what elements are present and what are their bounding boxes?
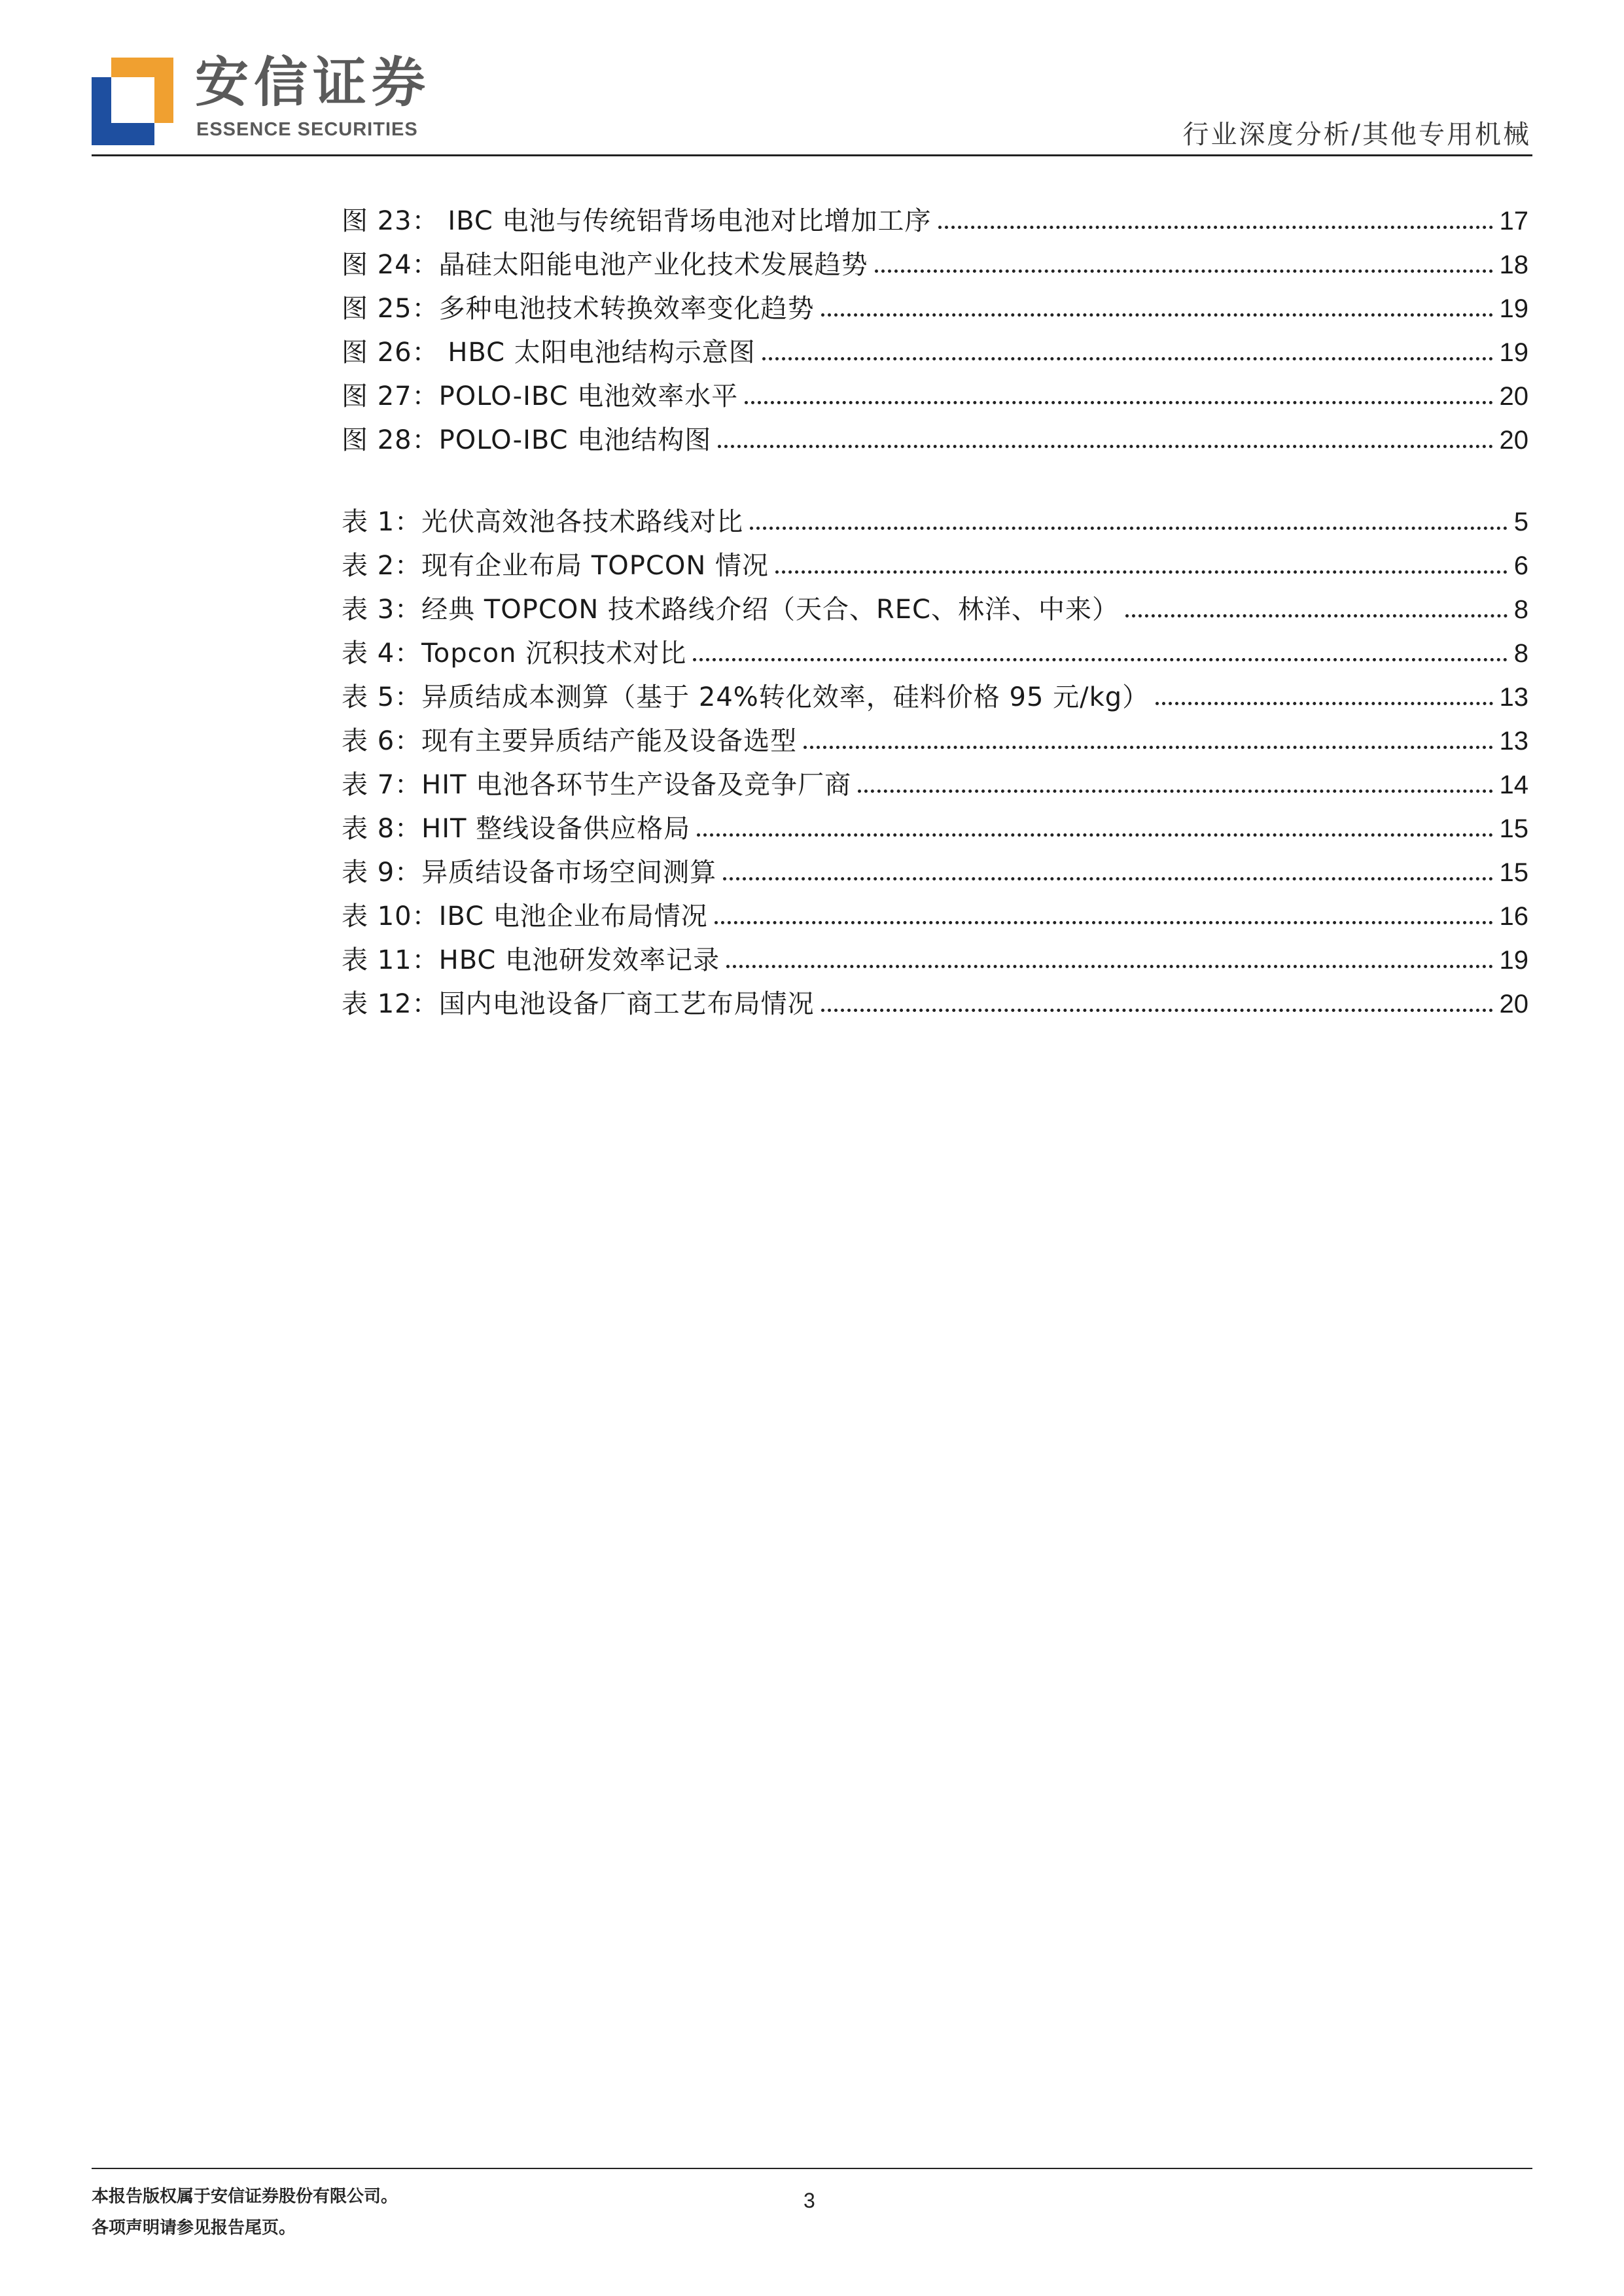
toc-entry-page: 19 [1499,946,1528,975]
toc-entry-label: 图 28：POLO-IBC 电池结构图 [342,425,712,455]
toc-entry[interactable] [342,419,1528,456]
toc-entry[interactable] [342,676,1528,713]
dot-leader [693,658,1508,661]
disclaimer-line: 各项声明请参见报告尾页。 [92,2218,296,2238]
toc-entry[interactable] [342,633,1528,669]
toc-entry-page: 20 [1499,426,1528,455]
dot-leader [762,357,1493,360]
dot-leader [821,1009,1493,1012]
brand-name-en: ESSENCE SECURITIES [196,119,418,140]
toc-entry-label: 表 5：异质结成本测算（基于 24%转化效率，硅料价格 95 元/kg） [342,682,1150,712]
dot-leader [1125,614,1508,617]
toc-entry-label: 表 7：HIT 电池各环节生产设备及竞争厂商 [342,770,852,800]
toc-entry[interactable] [342,808,1528,844]
toc-entry-page: 14 [1499,771,1528,799]
toc-entry-page: 8 [1513,639,1528,668]
toc-entry-page: 19 [1499,338,1528,367]
toc-entry-label: 表 3：经典 TOPCON 技术路线介绍（天合、REC、林洋、中来） [342,595,1119,625]
header-divider [92,154,1532,156]
report-category: 行业深度分析/其他专用机械 [1182,120,1531,150]
dot-leader [745,401,1492,404]
dot-leader [875,270,1493,273]
copyright-line: 本报告版权属于安信证券股份有限公司。 [92,2187,398,2206]
toc-entry-label: 图 23： IBC 电池与传统铝背场电池对比增加工序 [342,206,932,236]
toc-entry[interactable] [342,545,1528,582]
toc-entry-label: 图 25：多种电池技术转换效率变化趋势 [342,294,815,324]
toc-entry-page: 20 [1499,382,1528,411]
toc-entry-page: 16 [1499,902,1528,931]
toc-entry-label: 表 12：国内电池设备厂商工艺布局情况 [342,989,815,1019]
toc-entry[interactable] [342,288,1528,324]
dot-leader [715,921,1493,924]
toc-entry[interactable] [342,244,1528,281]
toc-entry-page: 6 [1513,551,1528,580]
dot-leader [938,226,1493,229]
dot-leader [821,313,1493,317]
brand-name-cn: 安信证券 [195,52,431,114]
dot-leader [723,877,1492,880]
toc-entry-page: 15 [1499,858,1528,887]
toc-entry-label: 表 11：HBC 电池研发效率记录 [342,945,720,975]
toc-entry-page: 13 [1499,727,1528,756]
toc-entry[interactable] [342,939,1528,976]
toc-entry-page: 20 [1499,990,1528,1018]
toc-entry[interactable] [342,589,1528,625]
toc-entry[interactable] [342,375,1528,412]
copyright-notice [92,2181,398,2244]
toc-entry[interactable] [342,332,1528,368]
toc-entry-label: 表 2：现有企业布局 TOPCON 情况 [342,551,769,581]
toc-entry-page: 17 [1499,207,1528,235]
dot-leader [697,833,1492,837]
dot-leader [1156,702,1492,705]
toc-entry-page: 13 [1499,683,1528,712]
toc-entry-page: 18 [1499,251,1528,279]
toc-entry-page: 15 [1499,814,1528,843]
toc-entry-label: 表 8：HIT 整线设备供应格局 [342,814,691,844]
dot-leader [750,527,1508,530]
toc-entry-label: 表 9：异质结设备市场空间测算 [342,858,717,888]
dot-leader [803,746,1492,749]
essence-logo [92,58,173,146]
toc-entry[interactable] [342,896,1528,932]
toc-entry-label: 表 4：Topcon 沉积技术对比 [342,638,687,669]
dot-leader [726,965,1492,968]
page-number: 3 [803,2189,815,2212]
dot-leader [718,445,1492,448]
toc-entry[interactable] [342,852,1528,888]
toc-entry-label: 图 24：晶硅太阳能电池产业化技术发展趋势 [342,250,868,280]
toc-entry-page: 8 [1513,595,1528,624]
toc-entry[interactable] [342,764,1528,801]
toc-entry-label: 表 10：IBC 电池企业布局情况 [342,901,708,931]
footer-divider [92,2168,1532,2169]
toc-entry-page: 5 [1513,508,1528,536]
toc-entry-label: 图 27：POLO-IBC 电池效率水平 [342,381,739,411]
toc-entry-label: 图 26： HBC 太阳电池结构示意图 [342,338,756,368]
toc-entry-label: 表 6：现有主要异质结产能及设备选型 [342,726,798,756]
toc-entry-label: 表 1：光伏高效池各技术路线对比 [342,507,744,537]
dot-leader [858,790,1492,793]
dot-leader [775,570,1508,574]
toc-entry[interactable] [342,720,1528,757]
toc-entry[interactable] [342,983,1528,1020]
toc-entry-page: 19 [1499,294,1528,323]
toc-entry[interactable] [342,501,1528,538]
toc-entry[interactable] [342,200,1528,237]
